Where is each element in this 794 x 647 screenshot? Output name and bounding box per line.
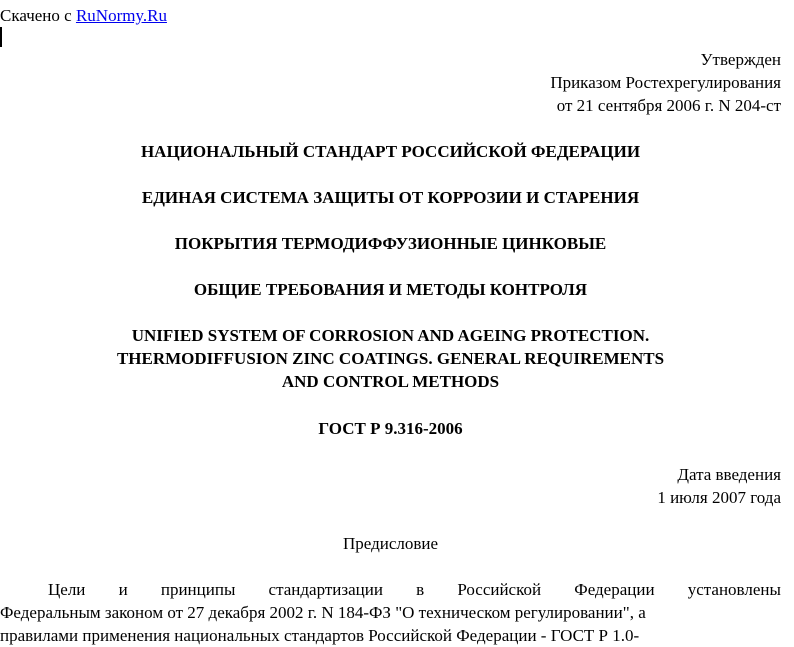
- requirements-heading: ОБЩИЕ ТРЕБОВАНИЯ И МЕТОДЫ КОНТРОЛЯ: [193, 280, 588, 299]
- word: установлены: [687, 580, 781, 599]
- word: Федерации: [574, 580, 655, 599]
- preface-title: Предисловие: [342, 534, 439, 553]
- intro-date-block: [657, 463, 781, 509]
- paragraph-line-1: [0, 578, 781, 601]
- source-line: [0, 4, 167, 27]
- source-link[interactable]: RuNormy.Ru: [75, 6, 167, 25]
- preface-paragraph: [0, 578, 781, 647]
- word: и: [118, 580, 128, 599]
- national-standard-heading: НАЦИОНАЛЬНЫЙ СТАНДАРТ РОССИЙСКОЙ ФЕДЕРАЦИИ: [140, 142, 641, 161]
- system-heading: ЕДИНАЯ СИСТЕМА ЗАЩИТЫ ОТ КОРРОЗИИ И СТАРЕНИЯ: [141, 188, 640, 207]
- word: в: [416, 580, 425, 599]
- approved-date: от 21 сентября 2006 г. N 204-ст: [556, 96, 781, 115]
- english-title-line-2: THERMODIFFUSION ZINC COATINGS. GENERAL REQUIREMENTS: [116, 349, 665, 368]
- coatings-heading: ПОКРЫТИЯ ТЕРМОДИФФУЗИОННЫЕ ЦИНКОВЫЕ: [174, 234, 607, 253]
- approval-block: [550, 48, 781, 117]
- approved-label: Утвержден: [700, 50, 781, 69]
- gost-number: ГОСТ Р 9.316-2006: [318, 419, 463, 438]
- text-cursor: [0, 27, 2, 47]
- english-title-line-3: AND CONTROL METHODS: [281, 372, 500, 391]
- word: Цели: [48, 580, 86, 599]
- intro-date-label: Дата введения: [677, 465, 781, 484]
- english-title: [0, 324, 781, 393]
- intro-date-value: 1 июля 2007 года: [657, 488, 781, 507]
- paragraph-line-2: Федеральным законом от 27 декабря 2002 г. N 184-ФЗ "О техническом регулировании", а: [0, 603, 646, 622]
- approved-order: Приказом Ростехрегулирования: [550, 73, 781, 92]
- word: принципы: [160, 580, 236, 599]
- word: стандартизации: [268, 580, 383, 599]
- source-prefix: Скачено с: [0, 6, 76, 25]
- word: Российской: [457, 580, 542, 599]
- paragraph-line-3: правилами применения национальных стандартов Российской Федерации - ГОСТ Р 1.0-: [0, 626, 640, 645]
- english-title-line-1: UNIFIED SYSTEM OF CORROSION AND AGEING PROTECTION.: [131, 326, 650, 345]
